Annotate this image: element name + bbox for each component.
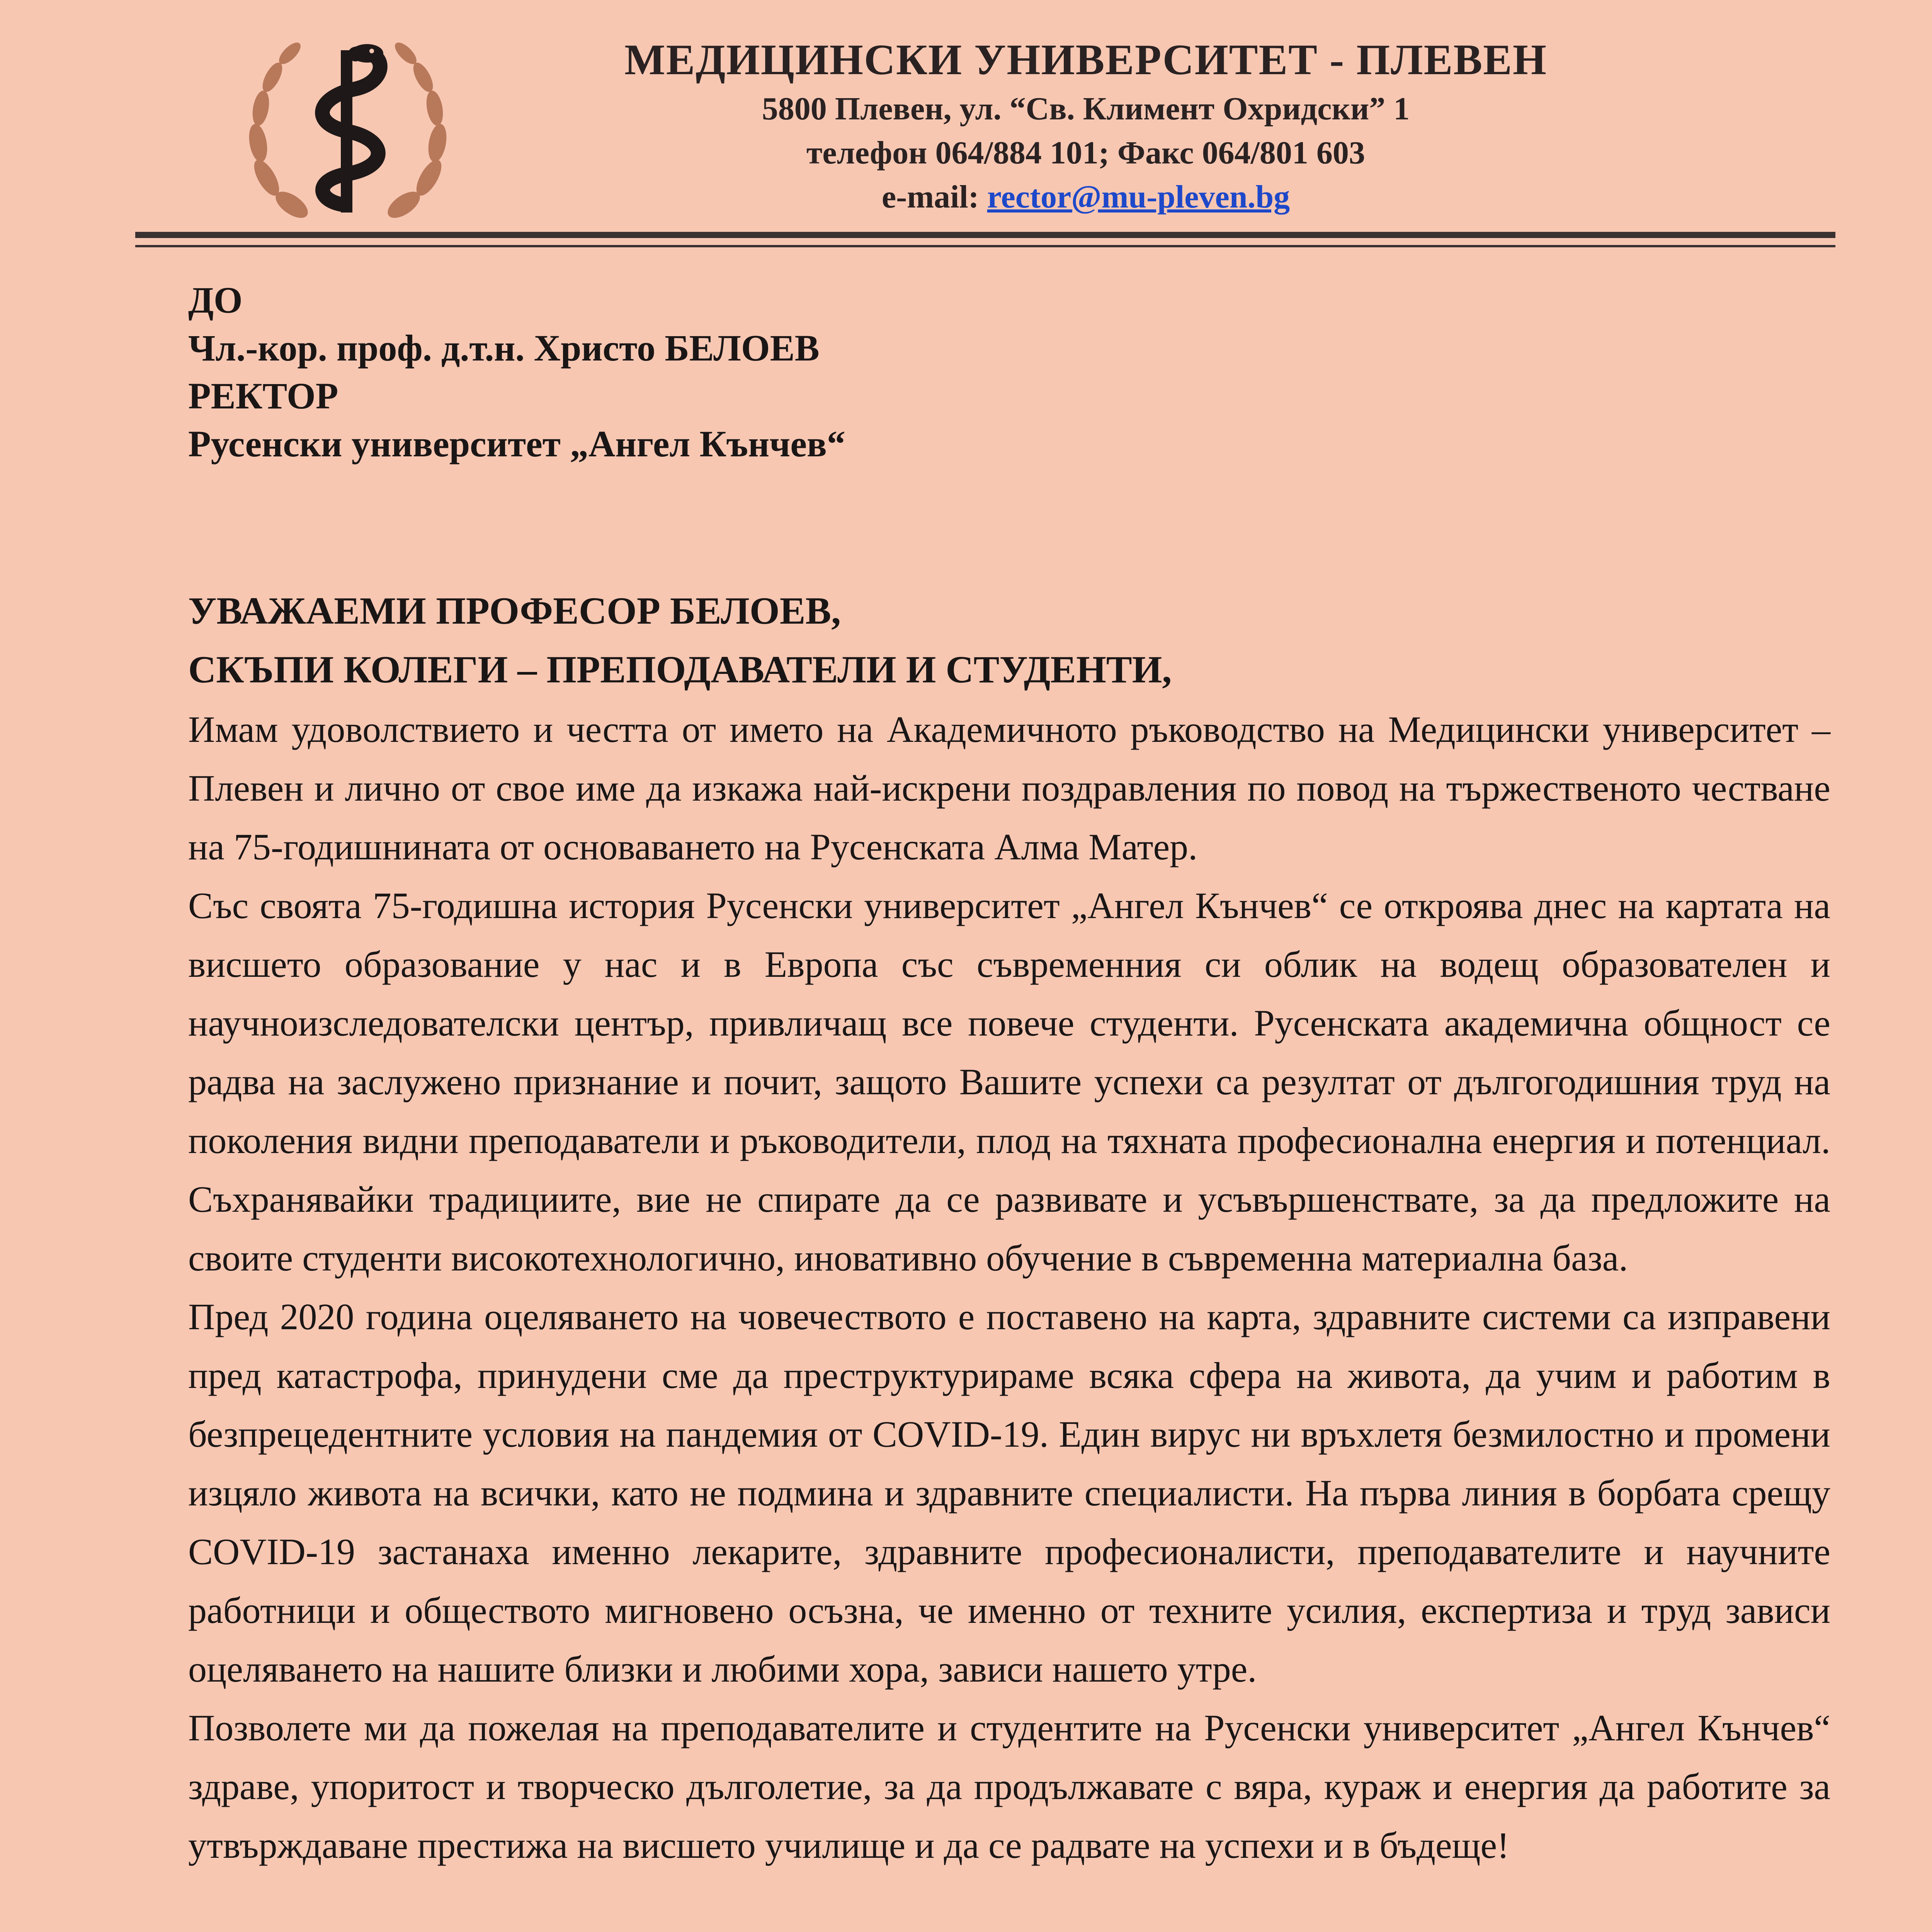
body-paragraph-4: Позволете ми да пожелая на преподавателите и студентите на Русенски университет „Ангел Кънчев“ здраве, упоритост и творческо дълголетие, за да продължавате с вяра, кураж и енергия да работите за утвърждаване престижа на висшето училище и да се радвате на успехи и в бъдеще! [188,1707,1830,1866]
email-label: e-mail: [881,179,979,215]
addressee-institution: Русенски университет „Ангел Кънчев“ [188,423,845,464]
addressee-block [188,276,845,468]
salutation-line-1: УВАЖАЕМИ ПРОФЕСОР БЕЛОЕВ, [188,589,841,632]
body-paragraph-1: Имам удоволствието и честта от името на Академичното ръководство на Медицински университет – Плевен и лично от свое име да изкажа най-искрени поздравления по повод на тържественото честване на 75-годишнината от основаването на Русенската Алма Матер. [188,709,1830,867]
salutation-line-2: СКЪПИ КОЛЕГИ – ПРЕПОДАВАТЕЛИ И СТУДЕНТИ, [188,648,1172,691]
university-logo-icon [240,23,456,240]
organization-email-line [506,175,1665,219]
organization-address: 5800 Плевен, ул. “Св. Климент Охридски” 1 [762,91,1410,127]
organization-phone-fax: телефон 064/884 101; Факс 064/801 603 [806,135,1365,171]
body-paragraph-2: Със своята 75-годишна история Русенски университет „Ангел Кънчев“ се откроява днес на картата на висшето образование у нас и в Европа със съвременния си облик на водещ образователен и научноизследователски център, привличащ все повече студенти. Русенската академична общност се радва на заслужено признание и почит, защото Вашите успехи са резултат от дългогодишния труд на поколения видни преподаватели и ръководители, плод на тяхната професионална енергия и потенциал. Съхранявайки традициите, вие не спирате да се развивате и усъвършенствате, за да предложите на своите студенти високотехнологично, иновативно обучение в съвременна материална база. [188,885,1830,1279]
addressee-position: РЕКТОР [188,375,338,417]
body-paragraph-3: Пред 2020 година оцеляването на човечеството е поставено на карта, здравните системи са изправени пред катастрофа, принудени сме да преструктурираме всяка сфера на живота, да учим и работим в безпрецедентните условия на пандемия от COVID-19. Един вирус ни връхлетя безмилостно и промени изцяло живота на всички, като не подмина и здравните специалисти. На първа линия в борбата срещу COVID-19 застанаха именно лекарите, здравните професионалисти, преподавателите и научните работници и обществото мигновено осъзна, че именно от техните усилия, експертиза и труд зависи оцеляването на нашите близки и любими хора, зависи нашето утре. [188,1296,1830,1690]
addressee-to: ДО [188,279,243,321]
salutation [188,582,1172,699]
letterhead [506,33,1665,219]
email-link[interactable]: rector@mu-pleven.bg [987,179,1290,215]
addressee-name: Чл.-кор. проф. д.т.н. Христо БЕЛОЕВ [188,327,820,369]
organization-name: МЕДИЦИНСКИ УНИВЕРСИТЕТ - ПЛЕВЕН [624,36,1547,84]
header-rule-thin [135,245,1835,247]
letter-body [188,700,1830,1875]
header-rule-thick [135,232,1835,238]
